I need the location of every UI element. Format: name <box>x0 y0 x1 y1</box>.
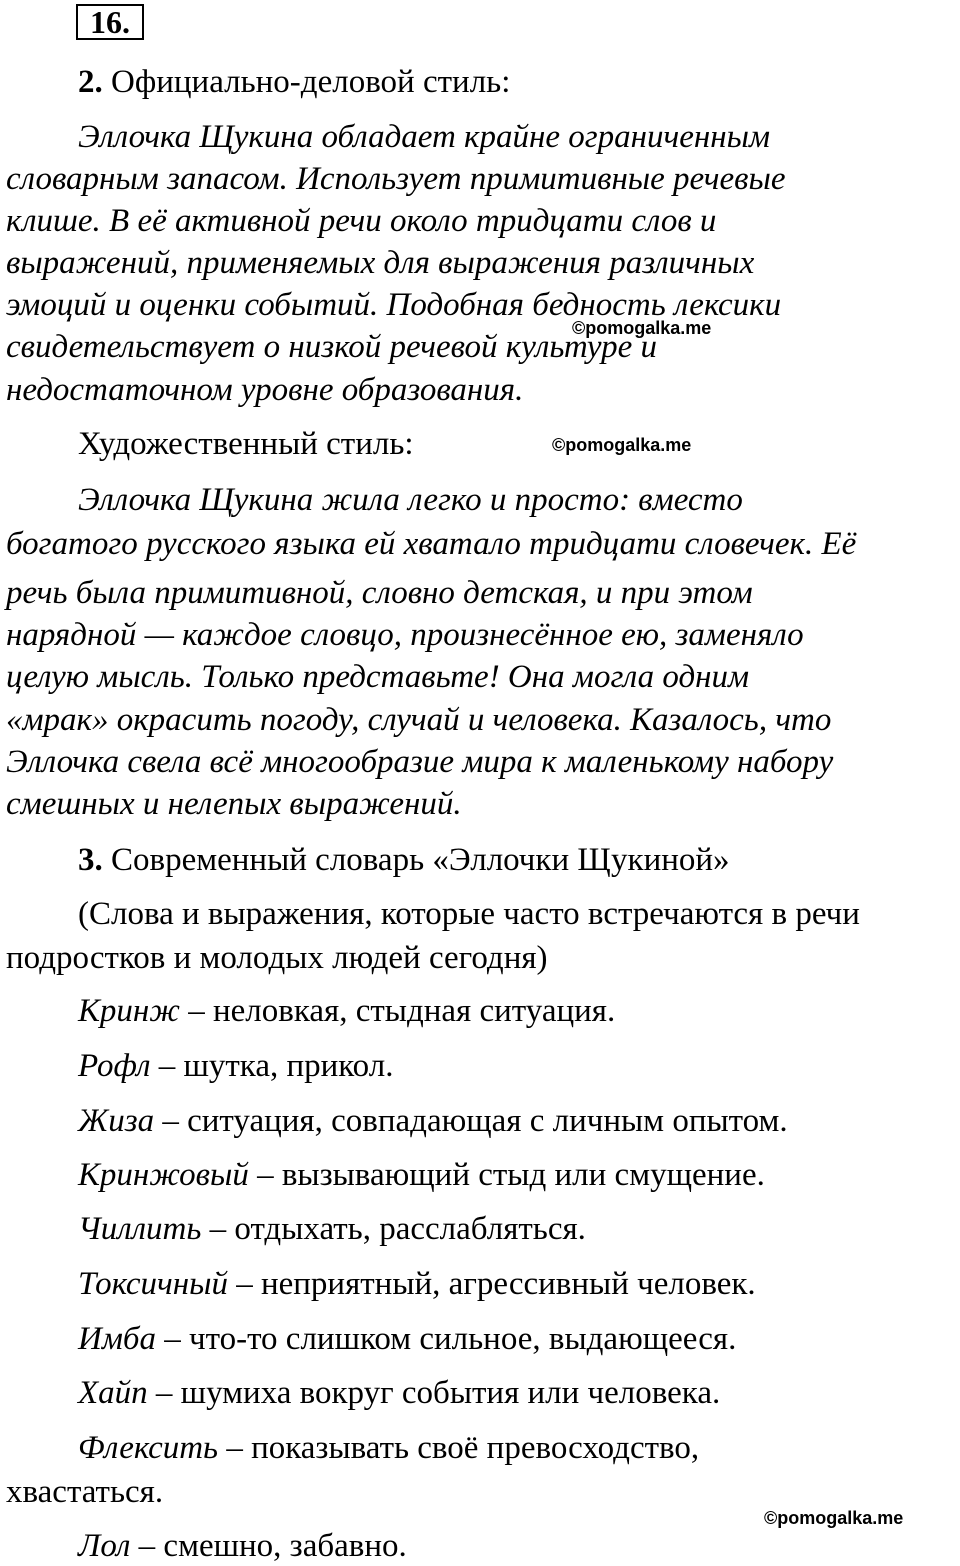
entry-definition: – ситуация, совпадающая с личным опытом. <box>154 1103 788 1139</box>
artistic-line: Эллочка Щукина жила легко и просто: вместо <box>78 482 743 518</box>
entry-term: Рофл <box>78 1048 151 1084</box>
entry-definition: – неприятный, агрессивный человек. <box>227 1266 756 1302</box>
section2-number: 2. <box>78 64 103 100</box>
official-line: Эллочка Щукина обладает крайне ограниченным <box>78 119 771 155</box>
section3-intro-line: подростков и молодых людей сегодня) <box>6 940 548 976</box>
section3-number: 3. <box>78 842 103 878</box>
task-number: 16 <box>90 4 122 40</box>
artistic-line: смешных и нелепых выражений. <box>6 786 462 822</box>
official-line: словарным запасом. Использует примитивные речевые <box>6 161 786 197</box>
entry-term: Жиза <box>78 1103 155 1139</box>
entry-definition: – неловкая, стыдная ситуация. <box>179 993 616 1029</box>
dictionary-entry <box>78 1264 756 1304</box>
entry-term: Флексить <box>78 1430 219 1466</box>
official-line: выражений, применяемых для выражения различных <box>6 245 755 281</box>
official-line: эмоций и оценки событий. Подобная бедность лексики <box>6 287 782 323</box>
entry-definition: – смешно, забавно. <box>130 1528 407 1564</box>
section2-heading <box>78 62 510 102</box>
artistic-heading: Художественный стиль: <box>78 426 414 462</box>
artistic-line: Эллочка свела всё многообразие мира к маленькому набору <box>6 744 834 780</box>
entry-term: Кринж <box>78 993 180 1029</box>
watermark: ©pomogalka.me <box>552 435 692 455</box>
artistic-line: речь была примитивной, словно детская, и при этом <box>6 575 753 611</box>
artistic-line: «мрак» окрасить погоду, случай и человека. Казалось, что <box>6 702 832 738</box>
section3-heading <box>78 840 730 880</box>
section3-heading-text: Современный словарь «Эллочки Щукиной» <box>102 842 730 878</box>
dictionary-entry <box>78 1319 736 1359</box>
entry-definition: – шумиха вокруг события или человека. <box>147 1375 721 1411</box>
dictionary-entry <box>78 1373 720 1413</box>
dictionary-entry <box>78 1101 788 1141</box>
section2-heading-text: Официально-деловой стиль: <box>102 64 511 100</box>
dictionary-entry <box>78 1155 765 1195</box>
official-line: свидетельствует о низкой речевой культуре и <box>6 329 658 365</box>
artistic-line: богатого русского языка ей хватало тридцати словечек. Её <box>6 526 857 562</box>
dictionary-entry <box>78 991 615 1031</box>
dictionary-entry <box>78 1046 393 1086</box>
entry-definition: – отдыхать, расслабляться. <box>201 1211 586 1247</box>
entry-definition-continued: хвастаться. <box>6 1474 164 1510</box>
dictionary-entry <box>78 1209 586 1249</box>
artistic-line: нарядной — каждое словцо, произнесённое ею, заменяло <box>6 617 804 653</box>
section3-intro-line: (Слова и выражения, которые часто встречаются в речи <box>78 896 860 932</box>
watermark: ©pomogalka.me <box>572 318 712 338</box>
entry-term: Хайп <box>78 1375 148 1411</box>
entry-term: Лол <box>78 1528 131 1564</box>
entry-definition: – показывать своё превосходство, <box>218 1430 700 1466</box>
task-number-box: 16. <box>76 4 144 40</box>
official-line: недостаточном уровне образования. <box>6 372 524 408</box>
dictionary-entry <box>78 1526 407 1566</box>
entry-definition: – шутка, прикол. <box>150 1048 394 1084</box>
entry-term: Токсичный <box>78 1266 228 1302</box>
artistic-line: целую мысль. Только представьте! Она могла одним <box>6 659 750 695</box>
entry-definition: – вызывающий стыд или смущение. <box>248 1157 765 1193</box>
official-line: клише. В её активной речи около тридцати слов и <box>6 203 717 239</box>
entry-term: Кринжовый <box>78 1157 249 1193</box>
watermark: ©pomogalka.me <box>764 1508 904 1528</box>
entry-term: Имба <box>78 1321 156 1357</box>
entry-definition: – что-то слишком сильное, выдающееся. <box>156 1321 737 1357</box>
dictionary-entry <box>78 1428 699 1468</box>
entry-term: Чиллить <box>78 1211 202 1247</box>
